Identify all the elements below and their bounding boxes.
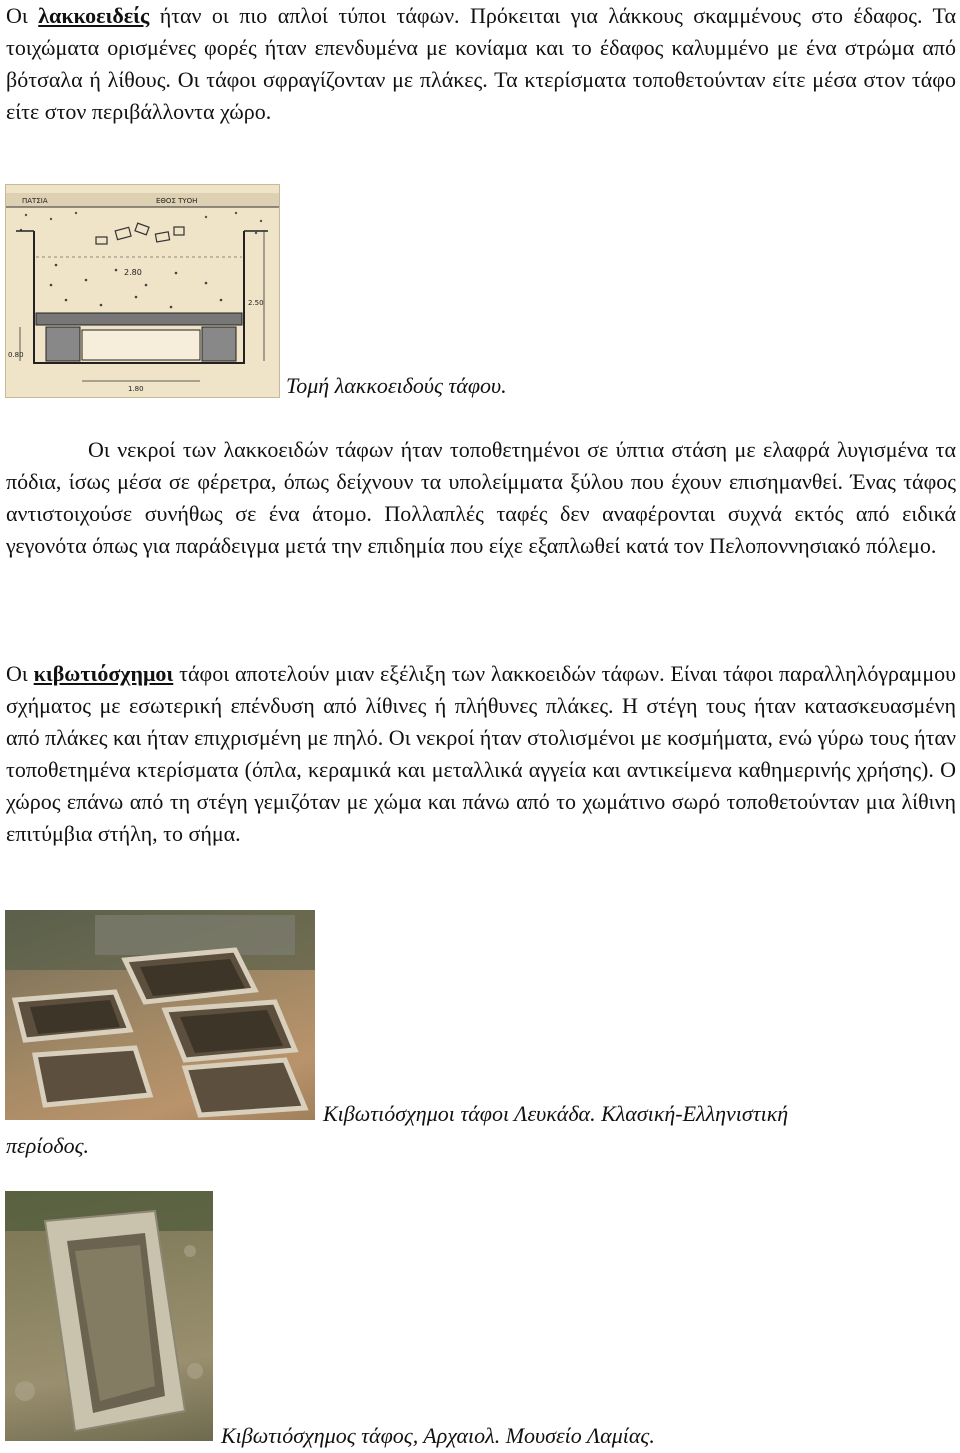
keyword-pit-graves: λακκοειδείς	[38, 3, 150, 28]
drawing-label-width: 2.80	[124, 268, 142, 277]
figure3-caption: Κιβωτιόσχημος τάφος, Αρχαιολ. Μουσείο Λαμίας.	[221, 1423, 655, 1448]
drawing-label-1: ΠΑΤΣΙΑ	[22, 197, 48, 205]
para2-text: Οι νεκροί των λακκοειδών τάφων ήταν τοποθετημένοι σε ύπτια στάση με ελαφρά λυγισμένα τα πόδια, ίσως μέσα σε φέρετρα, όπως δείχνουν τα υπολείμματα ξύλου που έχουν επισημανθεί. Ένας τάφος αντιστοιχούσε συνήθως σε ένα άτομο. Πολλαπλές ταφές δεν αναφέρονται συχνά εκτός από ειδικά γεγονότα όπως για παράδειγμα μετά την επιδημία που είχε εξαπλωθεί κατά τον Πελοποννησιακό πόλεμο.	[6, 437, 956, 558]
drawing-label-depth: 2.50	[248, 299, 264, 307]
para3-text: τάφοι αποτελούν μιαν εξέλιξη των λακκοειδών τάφων. Είναι τάφοι παραλληλόγραμμου σχήματος με εσωτερική επένδυση από λίθινες ή πλήθυνες πλάκες. Η στέγη τους ήταν κατασκευασμένη από πλάκες και ήταν επιχρισμένη με πηλό. Οι νεκροί ήταν στολισμένοι με κοσμήματα, ενώ γύρω τους ήταν τοποθετημένα κτερίσματα (όπλα, κεραμικά και μεταλλικά αγγεία και αντικείμενα καθημερινής χρήσης). Ο χώρος επάνω από τη στέγη γεμιζόταν με χώμα και πάνω από το χωμάτινο σωρό τοποθετούνταν μια λίθινη επιτύμβια στήλη, το σήμα.	[6, 661, 957, 846]
pit-grave-section-drawing	[5, 184, 280, 398]
paragraph-pit-graves	[6, 0, 956, 128]
figure1-caption: Τομή λακκοειδούς τάφου.	[286, 373, 507, 398]
lamia-cist-grave-photo	[5, 1191, 213, 1441]
lamia-photo-svg	[5, 1191, 213, 1441]
drawing-label-2: ΕΘΟΣ ΤΥΟΗ	[156, 197, 198, 205]
lefkada-cist-graves-photo	[5, 910, 315, 1120]
keyword-cist-graves: κιβωτιόσχημοι	[33, 661, 174, 686]
drawing-label-height: 0.80	[8, 351, 24, 359]
paragraph-cist-graves	[6, 658, 956, 850]
para1-lead: Οι	[6, 3, 28, 28]
paragraph-burial-posture	[6, 434, 956, 562]
para3-lead: Οι	[6, 661, 28, 686]
para1-text: ήταν οι πιο απλοί τύποι τάφων. Πρόκειται για λάκκους σκαμμένους στο έδαφος. Τα τοιχώματα ορισμένες φορές ήταν επενδυμένα με κονίαμα και το έδαφος καλυμμένο με ένα στρώμα από βότσαλα ή λίθους. Οι τάφοι σφραγίζονταν με πλάκες. Τα κτερίσματα τοποθετούνταν είτε μέσα στον τάφο είτε στον περιβάλλοντα χώρο.	[6, 3, 956, 124]
figure2-caption-line1: Κιβωτιόσχημοι τάφοι Λευκάδα. Κλασική-Ελληνιστική	[323, 1101, 789, 1126]
lefkada-photo-svg	[5, 910, 315, 1120]
section-drawing-svg	[6, 185, 279, 397]
drawing-label-length: 1.80	[128, 385, 144, 393]
figure2-caption-line2: περίοδος.	[6, 1133, 90, 1158]
